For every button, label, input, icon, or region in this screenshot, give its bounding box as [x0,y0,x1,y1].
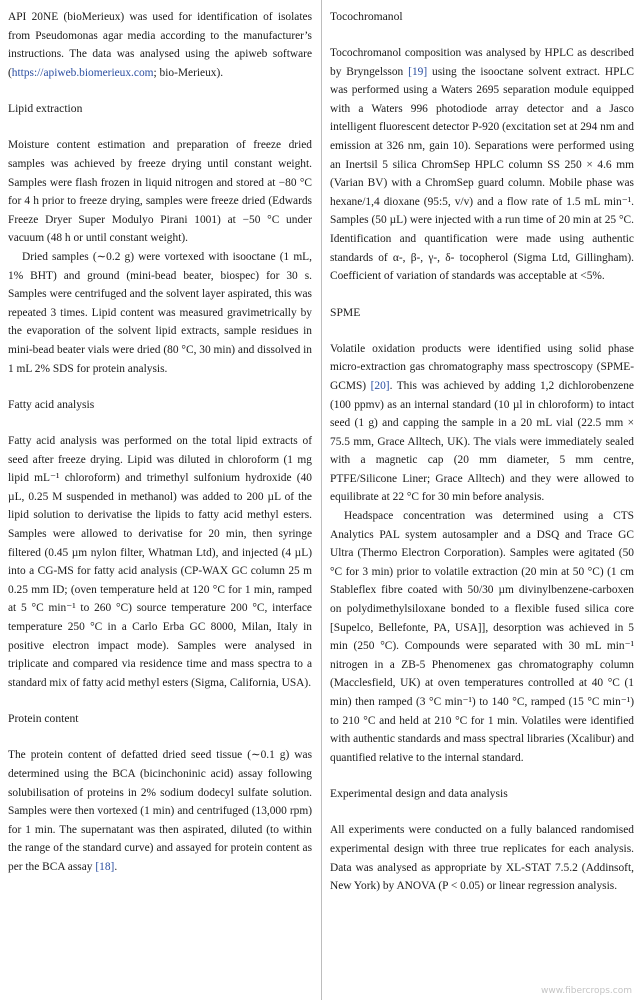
citation-20-link[interactable]: [20] [370,379,390,392]
right-column [330,8,634,896]
protein-content-heading: Protein content [8,712,79,726]
experimental-design-heading: Experimental design and data analysis [330,787,508,801]
fatty-acid-heading: Fatty acid analysis [8,398,95,412]
api-paragraph: API 20NE (bioMerieux) was used for identification of isolates from Pseudomonas agar media according to the manufacturer’s instructions. The data was analysed using the apiweb software (https://apiweb.biomerieux.com; bio-Merieux). [8,11,312,79]
site-watermark: www.fibercrops.com [541,986,632,996]
lipid-paragraph-1: Moisture content estimation and preparation of freeze dried samples was achieved by freeze drying until constant weight. Samples were flash frozen in liquid nitrogen and stored at −80 °C for 4 h prior to freeze drying, samples were freeze dried (Edwards Freeze Dryer Super Modulyo Pirani 1001) at −50 °C under vacuum (48 h or until constant weight). [8,139,312,245]
tocochromanol-paragraph: Tocochromanol composition was analysed by HPLC as described by Bryngelsson [19] using the isooctane solvent extract. HPLC was performed using a Waters 2695 separation module equipped with a Waters 996 photodiode array detector and a Jasco intelligent fluorescent detector P-920 (excitation set at 294 nm and emission at 326 nm, gain 10). Separations were performed using an Inertsil 5 silica ChromSep HPLC column SS 250 × 4.6 mm (Varian BV) with a ChromSep guard column. Mobile phase was hexane/1,4 dioxane (95:5, v/v) and a flow rate of 1.5 mL min⁻¹. Samples (50 µL) were injected with a run time of 20 min at 25 °C. Identification and quantification were made using authentic standards of α-, β-, γ-, δ- tocopherol (Sigma Ltd, Gillingham). Coefficient of variation of standards was acceptable at <5%. [330,47,634,283]
protein-paragraph: The protein content of defatted dried seed tissue (∼0.1 g) was determined using the BCA (bicinchoninic acid) assay following solubilisation of proteins in 2% sodium dodecyl sulfate solution. Samples were then vortexed (1 min) and centrifuged (13,000 rpm) for 1 min. The supernatant was then aspirated, diluted (to within the range of the standard curve) and assayed for protein content as per the BCA assay [18]. [8,749,312,873]
citation-18-link[interactable]: [18] [95,860,115,873]
column-divider [321,0,322,1000]
left-column [8,8,312,877]
spme-paragraph-2: Headspace concentration was determined using a CTS Analytics PAL system autosampler and a DSQ and Trace GC Ultra (Thermo Electron Corporation). Samples were agitated (50 °C for 3 min) prior to volatile extraction (20 min at 50 °C) (1 cm Stableflex fibre coated with 50/30 µm divinylbenzene-carboxen on polydimethylsiloxane bonded to a flexible fused silica core [Supelco, Bellefonte, PA, USA]], desorption was achieved in 5 min (250 °C). Compounds were separated with 30 mL min⁻¹ nitrogen in a ZB-5 Phenomenex gas chromatography column (Macclesfield, UK) at oven temperatures controlled at 40 °C (1 min) then ramped (3 °C min⁻¹) to 140 °C, ramped (15 °C min⁻¹) to 210 °C and held at 210 °C for 1 min. Volatiles were identified with authentic standards and mass spectral libraries (Xcalibur) and quantified relative to the internal standard. [330,510,634,764]
fatty-acid-paragraph: Fatty acid analysis was performed on the total lipid extracts of seed after freeze drying. Lipid was diluted in chloroform (1 mg lipid mL⁻¹ chloroform) and trimethyl sulfonium hydroxide (40 µL, 0.25 M suspended in methanol) was added to 200 µL of the lipid solution to derivatise the lipids to fatty acid methyl esters. Samples were allowed to derivatise for 20 min, then syringe filtered (0.45 µm nylon filter, Whatman Ltd), and injected (4 µL) into a CG-MS for fatty acid analysis (CP-WAX GC column 25 m 0.25 mm ID; (oven temperature held at 120 °C for 1 min, ramped at 5 °C min⁻¹ to 260 °C) source temperature 200 °C, interface temperature 250 °C in a Carlo Erba GC 8000, Milan, Italy in positive electron impact mode). Samples were analysed in triplicate and compared via residence time and mass spectra to a standard mix of fatty acid methyl esters (Sigma, California, USA). [8,435,312,689]
spme-paragraph-1: Volatile oxidation products were identified using solid phase micro-extraction gas chromatography mass spectroscopy (SPME-GCMS) [20]. This was achieved by adding 1,2 dichlorobenzene (100 ppmv) as an internal standard (10 µl in chloroform) to intact seed (1 g) and capping the sample in a 20 mL vial (22.5 mm × 75.5 mm, Grace Alltech, UK). The vials were immediately sealed with a magnetic cap (20 mm diameter, 5 mm centre, PTFE/Silicone Liner; Grace Alltech) and they were allowed to equilibrate at 22 °C for 30 min before analysis. [330,342,634,504]
experimental-design-paragraph: All experiments were conducted on a fully balanced randomised experimental design with three true replicates for each analysis. Data was analysed as appropriate by XL-STAT 7.5.2 (Addinsoft, New York) by ANOVA (P < 0.05) or linear regression analysis. [330,824,634,893]
lipid-paragraph-2: Dried samples (∼0.2 g) were vortexed with isooctane (1 mL, 1% BHT) and ground (mini-bead beater, biospec) for 30 s. Samples were centrifuged and the solvent layer aspirated, this was repeated 3 times. Lipid content was measured gravimetrically by the evaporation of the solvent lipid extracts, sample residues in mini-bead beater vials were dried (80 °C, 30 min) and dissolved in 1 mL 2% SDS for protein analysis. [8,250,312,375]
spme-heading: SPME [330,305,361,319]
citation-19-link[interactable]: [19] [408,65,428,78]
apiweb-link[interactable]: https://apiweb.biomerieux.com [11,66,154,79]
lipid-extraction-heading: Lipid extraction [8,102,83,116]
tocochromanol-heading: Tocochromanol [330,10,403,23]
